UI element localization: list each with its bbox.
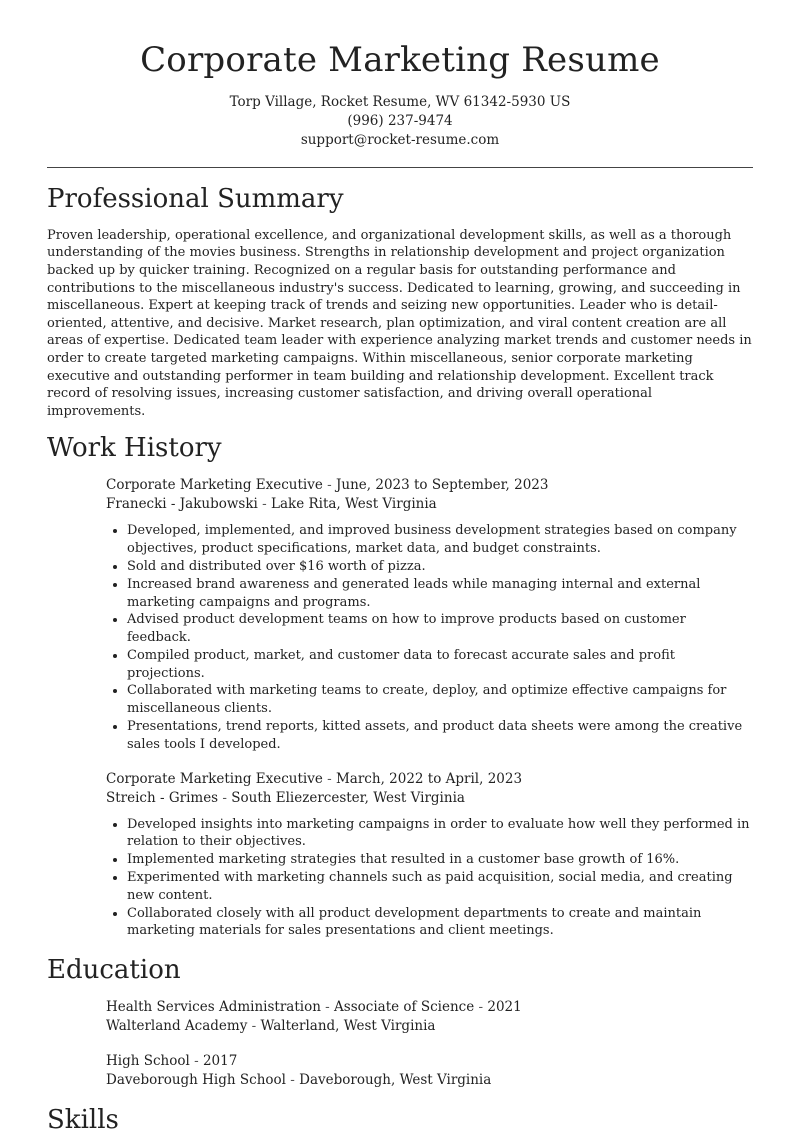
list-item: • Presentations, trend reports, kitted assets, and product data sheets were among the creative sales tools I developed. — [127, 718, 753, 754]
education-year: 2017 — [202, 1053, 238, 1070]
contact-email: support@rocket-resume.com — [300, 131, 500, 148]
separator: - — [322, 770, 336, 787]
education-program: Health Services Administration — [106, 999, 321, 1016]
job-company: Franecki - Jakubowski — [106, 496, 258, 513]
job-company: Streich - Grimes — [106, 789, 219, 806]
work-history-section — [47, 434, 753, 940]
job-entry — [106, 770, 753, 941]
education-entry — [106, 998, 753, 1036]
summary-heading: Professional Summary — [47, 184, 344, 214]
job-title-line — [106, 770, 753, 789]
separator: - — [257, 496, 271, 513]
separator: - — [285, 1072, 300, 1089]
job-dates: March, 2022 to April, 2023 — [335, 770, 523, 787]
separator: - — [189, 1053, 203, 1070]
education-school-line — [106, 1017, 753, 1036]
separator: - — [320, 999, 335, 1016]
education-entry — [106, 1052, 753, 1090]
education-degree-line — [106, 1052, 753, 1071]
list-item: • Advised product development teams on how to improve products based on customer feedback. — [127, 611, 753, 647]
resume-content — [47, 185, 753, 1148]
separator: - — [218, 789, 232, 806]
header-divider — [47, 167, 753, 168]
separator: - — [322, 477, 336, 494]
separator: - — [474, 999, 488, 1016]
job-duties-list — [106, 816, 753, 941]
resume-title: Corporate Marketing Resume — [140, 40, 660, 80]
list-item: • Developed insights into marketing campaigns in order to evaluate how well they performed in relation to their objectives. — [127, 816, 753, 852]
list-item: • Experimented with marketing channels such as paid acquisition, social media, and creating new content. — [127, 869, 753, 905]
job-company-line — [106, 789, 753, 808]
list-item: • Compiled product, market, and customer data to forecast accurate sales and profit projections. — [127, 647, 753, 683]
education-location: Daveborough, West Virginia — [299, 1072, 492, 1089]
summary-section — [47, 185, 753, 420]
job-role: Corporate Marketing Executive — [106, 770, 323, 787]
contact-address: Torp Village, Rocket Resume, WV 61342-5930 US — [229, 93, 571, 110]
education-degree: Associate of Science — [334, 999, 475, 1016]
list-item: • Increased brand awareness and generated leads while managing internal and external marketing campaigns and programs. — [127, 576, 753, 612]
skills-section — [47, 1106, 753, 1136]
list-item: • Implemented marketing strategies that resulted in a customer base growth of 16%. — [127, 851, 753, 869]
education-heading: Education — [47, 955, 181, 986]
job-role: Corporate Marketing Executive — [106, 477, 323, 494]
education-degree-line — [106, 998, 753, 1017]
education-school: Daveborough High School — [106, 1072, 286, 1089]
job-title-line — [106, 476, 753, 495]
summary-text: Proven leadership, operational excellence, and organizational development skills, as well as a thorough understanding of the movies business. Strengths in relationship development and project organization backed up by quicker training. Recognized on a regular basis for outstanding performance and contributions to the miscellaneous industry's success. Dedicated to learning, growing, and succeeding in miscellaneous. Expert at keeping track of trends and seizing new opportunities. Leader who is detail-oriented, attentive, and decisive. Market research, plan optimization, and viral content creation are all areas of expertise. Dedicated team leader with experience analyzing market trends and customer needs in order to create targeted marketing campaigns. Within miscellaneous, senior corporate marketing executive and outstanding performer in team building and relationship development. Excellent track record of resolving issues, increasing customer satisfaction, and driving overall operational improvements. — [47, 227, 752, 419]
education-school-line — [106, 1071, 753, 1090]
list-item: • Collaborated with marketing teams to create, deploy, and optimize effective campaigns for miscellaneous clients. — [127, 682, 753, 718]
education-section — [47, 956, 753, 1090]
education-location: Walterland, West Virginia — [260, 1018, 436, 1035]
job-duties-list — [106, 522, 753, 753]
education-school: Walterland Academy — [106, 1018, 248, 1035]
contact-phone: (996) 237-9474 — [347, 112, 453, 129]
skills-heading: Skills — [47, 1105, 119, 1136]
job-company-line — [106, 495, 753, 514]
education-year: 2021 — [487, 999, 522, 1016]
work-history-heading: Work History — [47, 433, 222, 464]
separator: - — [247, 1018, 261, 1035]
job-location: South Eliezercester, West Virginia — [231, 789, 465, 806]
education-program: High School — [106, 1053, 190, 1070]
list-item: • Collaborated closely with all product development departments to create and maintain marketing materials for sales presentations and client meetings. — [127, 905, 753, 941]
job-location: Lake Rita, West Virginia — [271, 496, 437, 513]
job-entry — [106, 476, 753, 753]
resume-header — [0, 0, 800, 150]
job-dates: June, 2023 to September, 2023 — [335, 477, 549, 494]
list-item: • Developed, implemented, and improved business development strategies based on company objectives, product specifications, market data, and budget constraints. — [127, 522, 753, 558]
list-item: • Sold and distributed over $16 worth of pizza. — [127, 558, 753, 576]
